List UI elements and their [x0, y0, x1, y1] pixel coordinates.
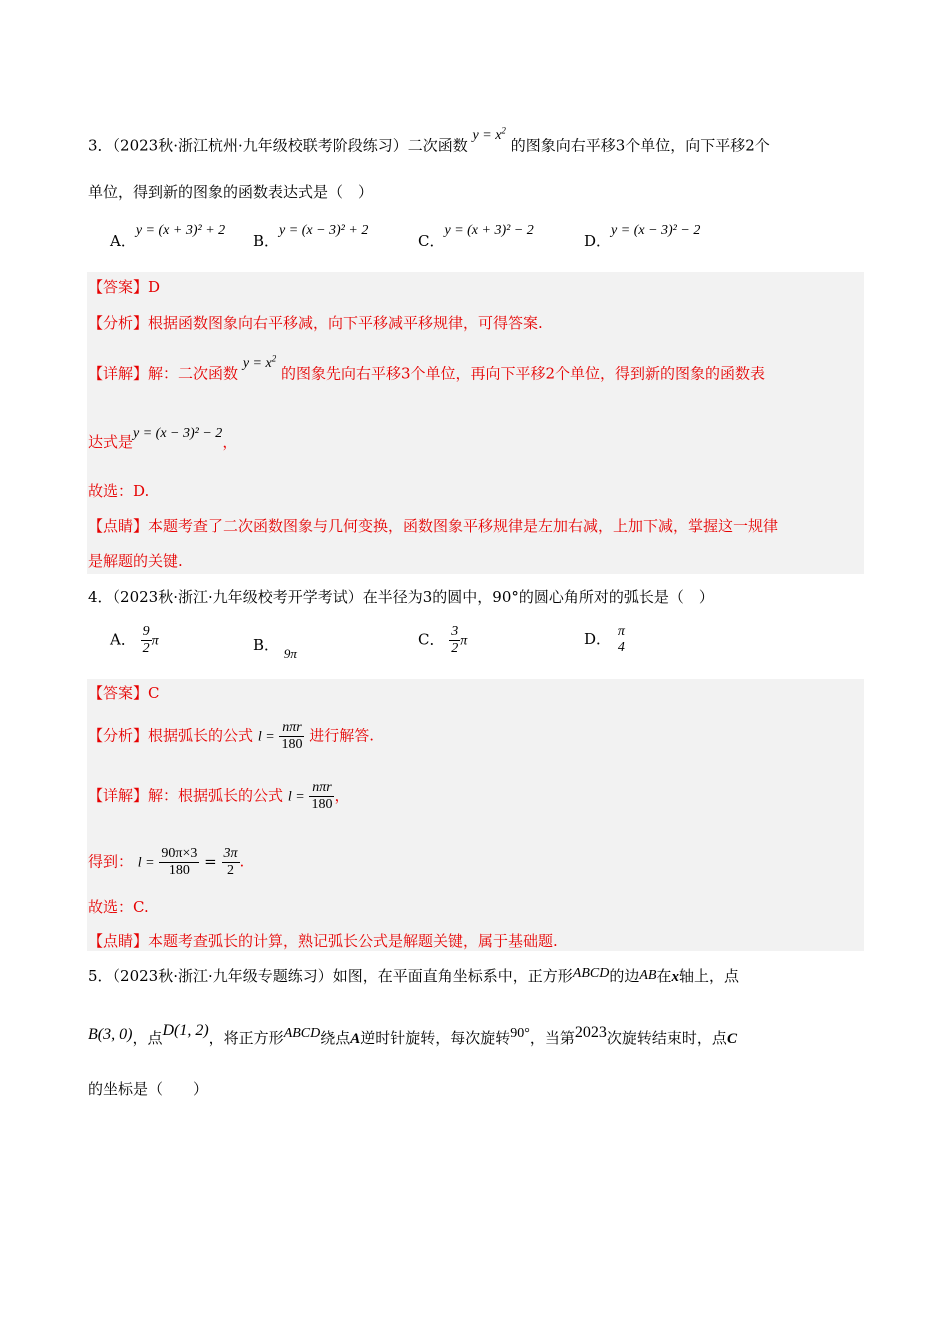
q4-option-b[interactable]: B． 9π: [253, 636, 297, 661]
q4-comment: 【点睛】本题考查弧长的计算，熟记弧长公式是解题关键，属于基础题.: [88, 932, 558, 950]
q3-choose: 故选：D.: [88, 482, 150, 500]
q3-option-c[interactable]: C．y = (x + 3)² − 2: [418, 223, 534, 250]
q3-analysis: 【分析】根据函数图象向右平移减，向下平移减平移规律，可得答案.: [88, 314, 543, 332]
q4-option-a[interactable]: A． $\frac{9}{2}$ π: [110, 624, 159, 656]
q4-detail: 【详解】解：根据弧长的公式 l = $\frac{\text{nπr}}{180}$ ，: [88, 780, 350, 812]
q4-calc: 得到： l = $\frac{90\pi\times 3}{180}$ = $\frac{3\pi}{2}$ .: [88, 846, 245, 878]
q4-analysis: 【分析】根据弧长的公式 l = $\frac{\text{nπr}}{180}$ 进行解答.: [88, 720, 374, 752]
q4-stem: 4．（2023秋·浙江·九年级校考开学考试）在半径为3的圆中，90°的圆心角所对的弧长是（ ）: [88, 588, 714, 606]
q4-choose: 故选：C.: [88, 898, 149, 916]
q5-line2: B(3, 0)，点D(1, 2)，将正方形ABCD绕点A逆时针旋转，每次旋转90°，当第2023次旋转结束时，点C: [88, 1022, 737, 1047]
q3-line1: 3．（2023秋·浙江杭州·九年级校联考阶段练习）二次函数 $y = x^2$ 的图象向右平移3个单位，向下平移2个: [88, 125, 770, 155]
q3-detail-2: 达式是y = (x − 3)² − 2，: [88, 426, 238, 451]
q3-comment-2: 是解题的关键.: [88, 552, 183, 570]
q5-line3: 的坐标是（ ）: [88, 1080, 209, 1098]
q4-answer: 【答案】C: [88, 684, 160, 702]
q4-option-d[interactable]: D． π 4: [584, 624, 625, 655]
q3-option-a[interactable]: A．y = (x + 3)² + 2: [110, 223, 226, 250]
q3-option-b[interactable]: B．y = (x − 3)² + 2: [253, 223, 369, 250]
q5-line1: 5．（2023秋·浙江·九年级专题练习）如图，在平面直角坐标系中，正方形ABCD的边AB在x轴上，点: [88, 966, 739, 985]
q3-line2: 单位，得到新的图象的函数表达式是（ ）: [88, 183, 374, 201]
q4-option-c[interactable]: C． $\frac{3}{2}$ π: [418, 624, 468, 656]
q3-option-d[interactable]: D．y = (x − 3)² − 2: [584, 223, 701, 250]
q3-answer: 【答案】D: [88, 278, 161, 296]
q3-func: $y = x^2$: [472, 125, 506, 143]
q3-comment-1: 【点睛】本题考查了二次函数图象与几何变换，函数图象平移规律是左加右减，上加下减，掌握这一规律: [88, 517, 779, 535]
q3-detail-1: 【详解】解：二次函数 $y = x^2$ 的图象先向右平移3个单位，再向下平移2个单位，得到新的图象的函数表: [88, 353, 766, 383]
